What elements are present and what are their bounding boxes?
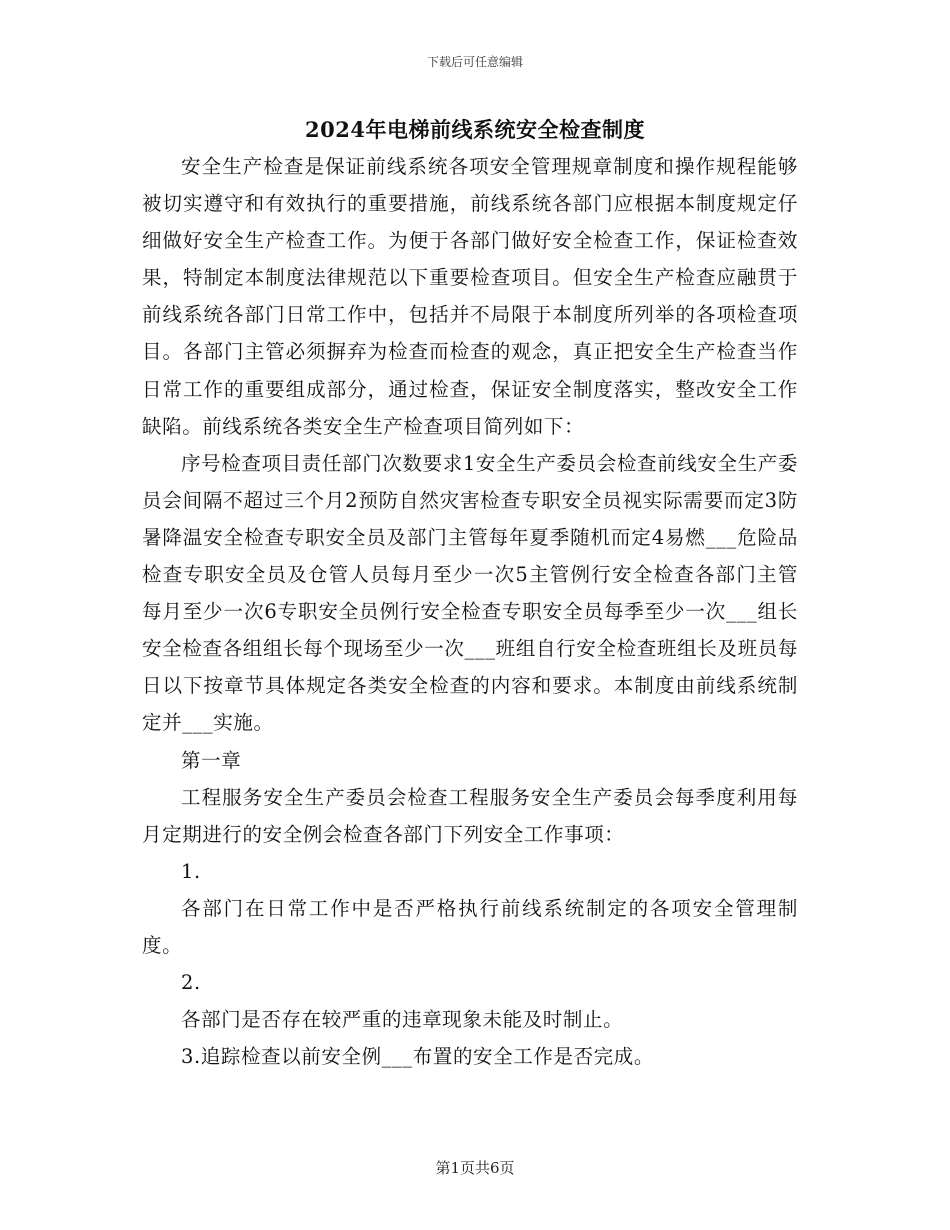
chapter-heading: 第一章: [181, 748, 242, 772]
inspection-items-paragraph: 序号检查项目责任部门次数要求1安全生产委员会检查前线安全生产委员会间隔不超过三个月2预防自然灾害检查专职安全员视实际需要而定3防暑降温安全检查专职安全员及部门主管每年夏季随机而定4易燃___危险品检查专职安全员及仓管人员每月至少一次5主管例行安全检查各部门主管每月至少一次6专职安全员例行安全检查专职安全员每季至少一次___组长安全检查各组组长每个现场至少一次___班组自行安全检查班组长及班员每日以下按章节具体规定各类安全检查的内容和要求。本制度由前线系统制定并___实施。: [142, 451, 798, 735]
item-text-3: 3.追踪检查以前安全例___布置的安全工作是否完成。: [181, 1045, 654, 1069]
item-number-2: 2.: [181, 971, 201, 995]
item-text-1: 各部门在日常工作中是否严格执行前线系统制定的各项安全管理制度。: [142, 896, 798, 957]
intro-paragraph: 安全生产检查是保证前线系统各项安全管理规章制度和操作规程能够被切实遵守和有效执行的重要措施，前线系统各部门应根据本制度规定仔细做好安全生产检查工作。为便于各部门做好安全检查工作，保证检查效果，特制定本制度法律规范以下重要检查项目。但安全生产检查应融贯于前线系统各部门日常工作中，包括并不局限于本制度所列举的各项检查项目。各部门主管必须摒弃为检查而检查的观念，真正把安全生产检查当作日常工作的重要组成部分，通过检查，保证安全制度落实，整改安全工作缺陷。前线系统各类安全生产检查项目简列如下：: [142, 155, 798, 438]
committee-check-paragraph: 工程服务安全生产委员会检查工程服务安全生产委员会每季度利用每月定期进行的安全例会检查各部门下列安全工作事项：: [142, 785, 798, 846]
page-number: 第1页共6页: [435, 1159, 515, 1177]
header-note: 下载后可任意编辑: [426, 55, 523, 69]
document-body: [142, 148, 798, 1075]
item-number-1: 1.: [181, 859, 201, 883]
document-title: 2024年电梯前线系统安全检查制度: [305, 117, 645, 142]
item-text-2: 各部门是否存在较严重的违章现象未能及时制止。: [181, 1008, 624, 1032]
